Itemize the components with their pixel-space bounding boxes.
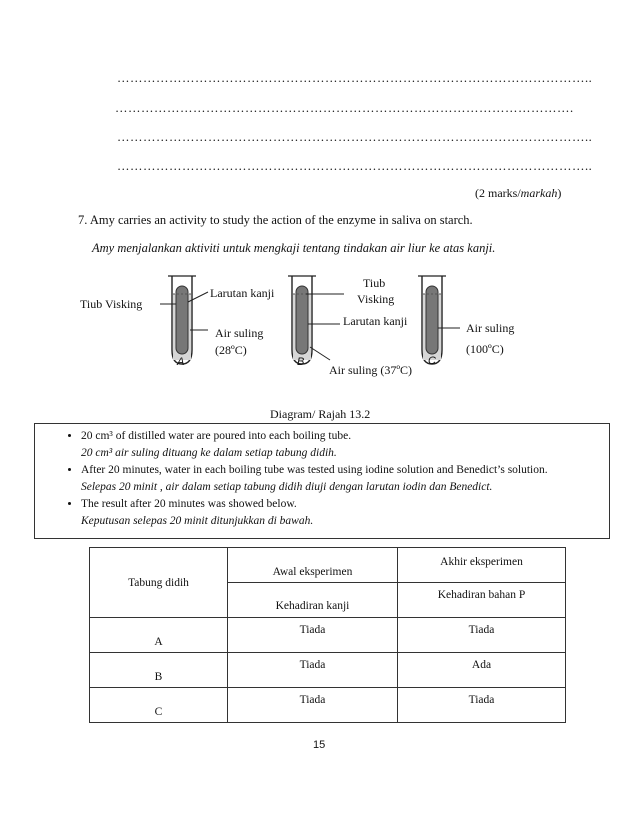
row-start: Tiada xyxy=(228,618,398,653)
header-tabung-didih: Tabung didih xyxy=(90,548,228,618)
boiling-tube-c xyxy=(418,276,446,364)
row-start: Tiada xyxy=(228,688,398,723)
results-table xyxy=(89,547,566,723)
marks-label: (2 marks/markah) xyxy=(475,186,562,200)
table-row xyxy=(90,653,566,688)
row-end: Tiada xyxy=(398,688,566,723)
answer-line-4: ……………………………………………………………………………………………….. xyxy=(117,159,593,173)
row-start: Tiada xyxy=(228,653,398,688)
answer-line-2: ……………………………………………………………………………………………. xyxy=(115,101,574,115)
question-text-ms: Amy menjalankan aktiviti untuk mengkaji tentang tindakan air liur ke atas kanji. xyxy=(92,241,496,255)
row-end: Tiada xyxy=(398,618,566,653)
label-temp-c: (100ºC) xyxy=(466,342,504,356)
bullet-3: • The result after 20 minutes was showed below. Keputusan selepas 20 minit ditunjukkan di bawah. xyxy=(81,496,609,530)
diagram-caption: Diagram/ Rajah 13.2 xyxy=(270,407,371,421)
answer-line-1: ……………………………………………………………………………………………….. xyxy=(117,71,593,85)
subheader-kehadiran-bahan-p: Kehadiran bahan P xyxy=(398,583,566,618)
table-row xyxy=(90,688,566,723)
row-tube: A xyxy=(90,618,228,653)
boiling-tube-b xyxy=(288,276,316,364)
row-end: Ada xyxy=(398,653,566,688)
boiling-tube-a xyxy=(168,276,196,364)
bullet-2: • After 20 minutes, water in each boiling tube was tested using iodine solution and Benedict’s solution. Selepas 20 minit , air dalam setiap tabung didih diuji dengan larutan iodin dan Benedict. xyxy=(81,462,609,496)
question-number: 7. xyxy=(78,213,88,227)
instruction-box xyxy=(34,423,610,539)
label-air-suling-c: Air suling xyxy=(466,321,515,335)
table-row xyxy=(90,618,566,653)
label-tiub-b: Tiub xyxy=(363,276,386,290)
header-awal: Awal eksperimen xyxy=(228,548,398,583)
label-larutan-kanji-a: Larutan kanji xyxy=(210,286,275,300)
row-tube: B xyxy=(90,653,228,688)
row-tube: C xyxy=(90,688,228,723)
label-temp-a: (28ºC) xyxy=(215,343,247,357)
answer-line-3: ……………………………………………………………………………………………….. xyxy=(117,130,593,144)
question-text-en: Amy carries an activity to study the action of the enzyme in saliva on starch. xyxy=(89,213,473,227)
tube-letter-a: A xyxy=(177,356,185,368)
label-larutan-kanji-b: Larutan kanji xyxy=(343,314,408,328)
tube-letter-b: B xyxy=(297,356,305,368)
header-akhir: Akhir eksperimen xyxy=(398,548,566,583)
label-air-suling-a: Air suling xyxy=(215,326,264,340)
bullet-1: • 20 cm³ of distilled water are poured into each boiling tube. 20 cm³ air suling dituang ke dalam setiap tabung didih. xyxy=(81,428,609,462)
question-7-en xyxy=(78,213,473,228)
subheader-kehadiran-kanji: Kehadiran kanji xyxy=(228,583,398,618)
label-visking-b: Visking xyxy=(357,292,395,306)
label-tiub-visking-a: Tiub Visking xyxy=(80,297,143,311)
page-number: 15 xyxy=(313,739,326,751)
tube-letter-c: C xyxy=(428,355,436,367)
label-air-suling-b: Air suling (37ºC) xyxy=(329,363,413,377)
boiling-tubes-diagram xyxy=(160,272,460,372)
